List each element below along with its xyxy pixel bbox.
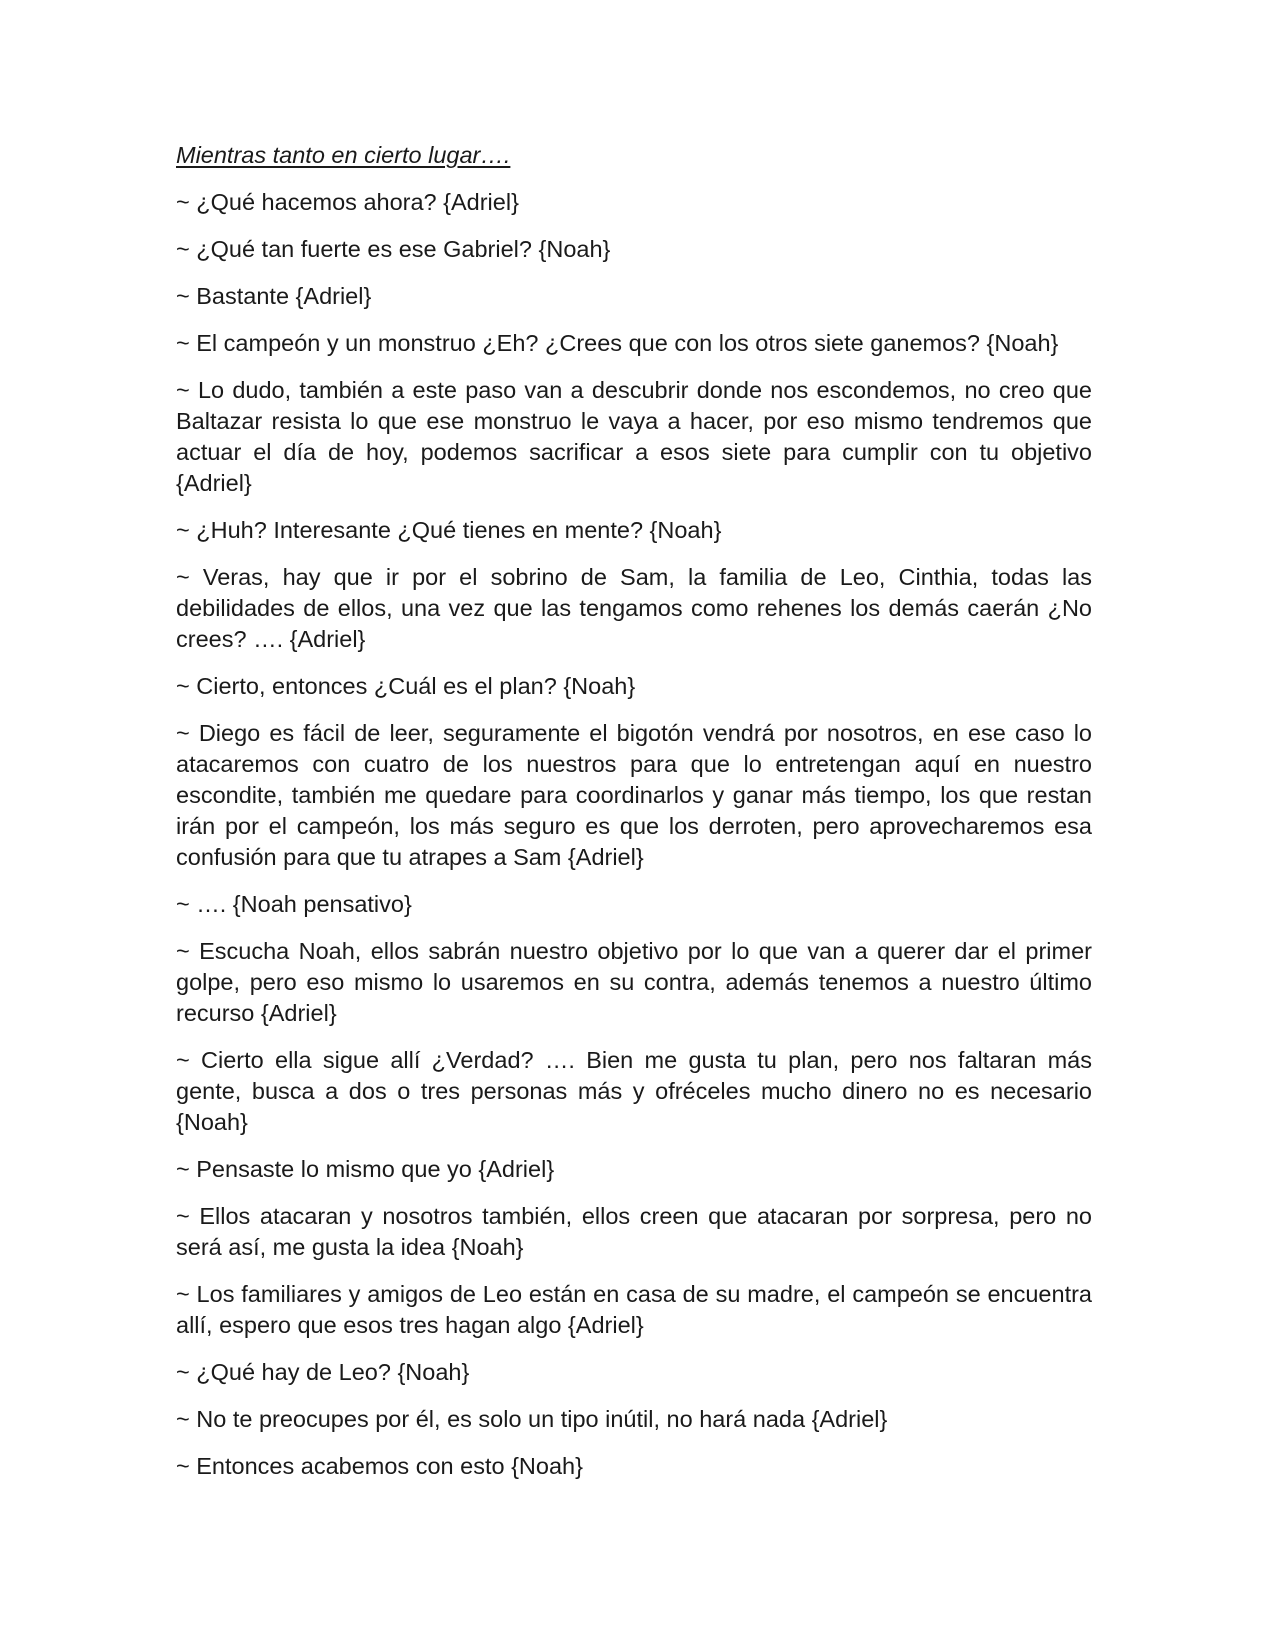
dialogue-line: ~ ¿Qué hacemos ahora? {Adriel} <box>176 189 519 215</box>
dialogue-line: ~ Los familiares y amigos de Leo están en casa de su madre, el campeón se encuentra allí, espero que esos tres hagan algo {Adriel} <box>176 1281 1092 1338</box>
dialogue-line: ~ Bastante {Adriel} <box>176 283 372 309</box>
dialogue-line: ~ Cierto ella sigue allí ¿Verdad? …. Bien me gusta tu plan, pero nos faltaran más gente, busca a dos o tres personas más y ofréceles mucho dinero no es necesario {Noah} <box>176 1047 1092 1135</box>
dialogue-line: ~ No te preocupes por él, es solo un tipo inútil, no hará nada {Adriel} <box>176 1406 888 1432</box>
dialogue-line: ~ Escucha Noah, ellos sabrán nuestro objetivo por lo que van a querer dar el primer golpe, pero eso mismo lo usaremos en su contra, además tenemos a nuestro último recurso {Adriel} <box>176 938 1092 1026</box>
dialogue-line: ~ Ellos atacaran y nosotros también, ellos creen que atacaran por sorpresa, pero no será así, me gusta la idea {Noah} <box>176 1203 1092 1260</box>
dialogue-line: ~ Pensaste lo mismo que yo {Adriel} <box>176 1156 555 1182</box>
dialogue-line: ~ Veras, hay que ir por el sobrino de Sam, la familia de Leo, Cinthia, todas las debilidades de ellos, una vez que las tengamos como rehenes los demás caerán ¿No crees? …. {Adriel} <box>176 564 1092 652</box>
dialogue-line: ~ Diego es fácil de leer, seguramente el bigotón vendrá por nosotros, en ese caso lo atacaremos con cuatro de los nuestros para que lo entretengan aquí en nuestro escondite, también me quedare para coordinarlos y ganar más tiempo, los que restan irán por el campeón, los más seguro es que los derroten, pero aprovecharemos esa confusión para que tu atrapes a Sam {Adriel} <box>176 720 1092 870</box>
document-body <box>176 140 1092 1498</box>
dialogue-line: ~ Entonces acabemos con esto {Noah} <box>176 1453 583 1479</box>
dialogue-line: ~ Cierto, entonces ¿Cuál es el plan? {Noah} <box>176 673 636 699</box>
scene-heading: Mientras tanto en cierto lugar…. <box>176 142 511 168</box>
dialogue-line: ~ ¿Qué tan fuerte es ese Gabriel? {Noah} <box>176 236 611 262</box>
dialogue-line: ~ El campeón y un monstruo ¿Eh? ¿Crees que con los otros siete ganemos? {Noah} <box>176 330 1059 356</box>
dialogue-line: ~ Lo dudo, también a este paso van a descubrir donde nos escondemos, no creo que Baltazar resista lo que ese monstruo le vaya a hacer, por eso mismo tendremos que actuar el día de hoy, podemos sacrificar a esos siete para cumplir con tu objetivo {Adriel} <box>176 377 1092 496</box>
dialogue-line: ~ …. {Noah pensativo} <box>176 891 412 917</box>
dialogue-line: ~ ¿Qué hay de Leo? {Noah} <box>176 1359 470 1385</box>
dialogue-line: ~ ¿Huh? Interesante ¿Qué tienes en mente? {Noah} <box>176 517 722 543</box>
